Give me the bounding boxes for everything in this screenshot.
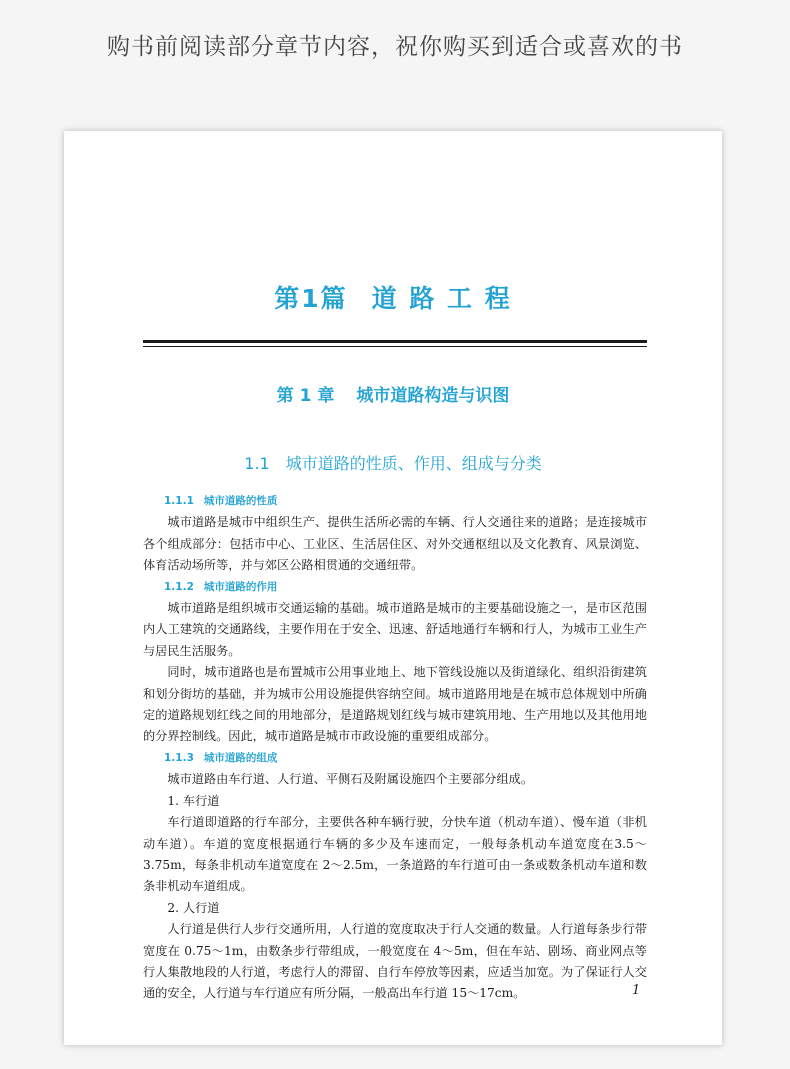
heading-rule-thin [143, 346, 647, 347]
subsection-heading [143, 491, 647, 512]
list-heading-roadway: 1. 车行道 [167, 793, 220, 808]
page-number: 1 [632, 983, 641, 998]
subsection-title: 城市道路的组成 [203, 751, 278, 764]
subsection-number: 1.1.1 [164, 495, 194, 507]
section-number: 1.1 [244, 454, 270, 473]
paragraph: 城市道路由车行道、人行道、平侧石及附属设施四个主要部分组成。 [167, 772, 534, 787]
subsection-heading [143, 748, 647, 769]
book-page [64, 131, 722, 1045]
part-title: 道 路 工 程 [371, 284, 512, 313]
paragraph: 同时，城市道路也是布置城市公用事业地上、地下管线设施以及街道绿化、组织沿街建筑和划分街坊的基础，并为城市公用设施提供容纳空间。城市道路用地是在城市总体规划中所确定的道路规划红线之间的用地部分，是道路规划红线与城市建筑用地、生产用地以及其他用地的分界控制线。因此，城市道路是城市市政设施的重要组成部分。 [143, 665, 647, 744]
subsection-heading [143, 577, 647, 598]
paragraph: 城市道路是组织城市交通运输的基础。城市道路是城市的主要基础设施之一，是市区范围内人工建筑的交通路线，主要作用在于安全、迅速、舒适地通行车辆和行人，为城市工业生产与居民生活服务。 [143, 601, 647, 658]
chapter-heading [64, 381, 722, 406]
subsection-number: 1.1.2 [164, 580, 194, 593]
part-heading [64, 279, 722, 315]
subsection-title: 城市道路的性质 [203, 495, 278, 507]
paragraph: 城市道路是城市中组织生产、提供生活所必需的车辆、行人交通往来的道路；是连接城市各个组成部分：包括市中心、工业区、生活居住区、对外交通枢纽以及文化教育、风景浏览、体育活动场所等，并与郊区公路相贯通的交通纽带。 [143, 515, 647, 573]
list-heading-sidewalk: 2. 人行道 [167, 900, 220, 915]
part-label: 第1篇 [274, 284, 348, 313]
top-banner: 购书前阅读部分章节内容，祝你购买到适合或喜欢的书 [107, 34, 683, 60]
body-text [143, 491, 647, 1005]
chapter-label: 第 1 章 [276, 386, 335, 406]
subsection-title: 城市道路的作用 [203, 580, 278, 593]
section-heading [64, 451, 722, 474]
chapter-title: 城市道路构造与识图 [356, 386, 510, 406]
paragraph: 车行道即道路的行车部分，主要供各种车辆行驶，分快车道（机动车道）、慢车道（非机动车道）。车道的宽度根据通行车辆的多少及车速而定，一般每条机动车道宽度在3.5～3.75m，每条非机动车道宽度在 2～2.5m，一条道路的车行道可由一条或数条机动车道和数条非机动车道组成。 [143, 815, 647, 894]
section-title: 城市道路的性质、作用、组成与分类 [285, 454, 542, 473]
subsection-number: 1.1.3 [164, 751, 194, 764]
heading-rule-thick [143, 340, 647, 343]
paragraph: 人行道是供行人步行交通所用，人行道的宽度取决于行人交通的数量。人行道每条步行带宽度在 0.75～1m，由数条步行带组成，一般宽度在 4～5m，但在车站、剧场、商业网点等行人集散地段的人行道，考虑行人的滞留、自行车停放等因素，应适当加宽。为了保证行人交通的安全，人行道与车行道应有所分隔，一般高出车行道 15～17cm。 [143, 922, 647, 1001]
